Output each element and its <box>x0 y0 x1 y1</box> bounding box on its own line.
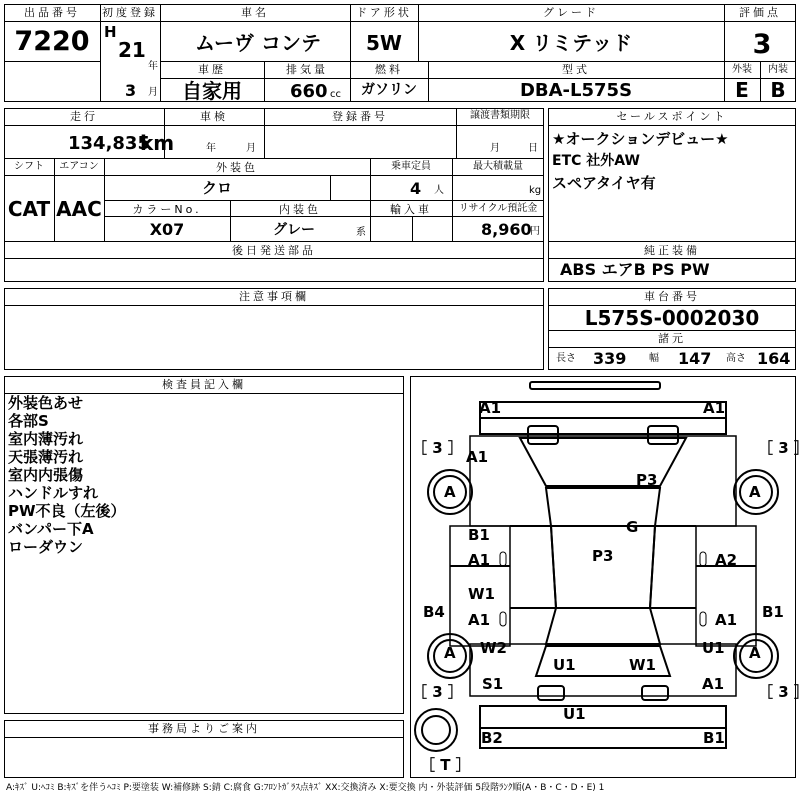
interior-color-unit: 系 <box>356 227 366 238</box>
remark-line: ローダウン <box>8 538 84 556</box>
score: 3 <box>752 29 772 60</box>
registration-year: 21 <box>118 38 146 62</box>
damage-left-side: B4 <box>423 603 445 621</box>
recycle-fee-unit: 円 <box>530 226 540 237</box>
capacity-unit: 人 <box>434 185 444 196</box>
era-mark: H <box>104 23 117 41</box>
recycle-fee-label: リサイクル預託金 <box>458 203 538 214</box>
exterior-color-label: 外装色 <box>216 161 258 174</box>
fuel: ガソリン <box>361 82 417 98</box>
remark-line: 外装色あせ <box>8 394 84 412</box>
inspection-month-unit: 月 <box>246 143 256 154</box>
capacity-label: 乗車定員 <box>391 161 431 172</box>
displacement-label: 排気量 <box>286 63 328 76</box>
office-label: 事務局よりご案内 <box>148 722 260 735</box>
damage-left-rear-lower: S1 <box>482 675 504 693</box>
exterior-color: クロ <box>201 179 233 197</box>
transfer-month-unit: 月 <box>490 143 500 154</box>
tread-rear-left: ［ 3 ］ <box>412 683 463 701</box>
interior-score: B <box>770 78 786 102</box>
exterior-label: 外装 <box>732 64 752 75</box>
tire-rear-right: A <box>749 644 761 662</box>
damage-left-rear-fender: W2 <box>480 639 507 657</box>
inspection-label: 車検 <box>200 110 228 123</box>
height: 164 <box>757 349 791 368</box>
door-type-label: ドア形状 <box>356 6 412 19</box>
registration-number-label: 登録番号 <box>332 110 388 123</box>
damage-front-right: A1 <box>703 399 726 417</box>
equipment-list: ABS エアB PS PW <box>560 260 710 279</box>
damage-right-side: B1 <box>762 603 784 621</box>
color-number: X07 <box>149 220 185 239</box>
length: 339 <box>593 349 627 368</box>
height-label: 高さ <box>726 353 746 364</box>
model-label: 型式 <box>562 63 590 76</box>
mileage-label: 走行 <box>70 110 98 123</box>
interior-color-label: 内装色 <box>279 203 321 216</box>
month-unit: 月 <box>148 87 158 98</box>
lot-number: 7220 <box>14 26 90 57</box>
tread-front-right: ［ 3 ］ <box>758 439 809 457</box>
notes-label: 注意事項欄 <box>239 290 309 303</box>
car-name-label: 車名 <box>241 6 269 19</box>
damage-left-front-door: B1 <box>468 526 490 544</box>
damage-hood: A1 <box>466 448 489 466</box>
damage-trunk: U1 <box>563 705 586 723</box>
damage-front-left: A1 <box>479 399 502 417</box>
grade: X リミテッド <box>509 31 633 55</box>
remark-line: ハンドルすれ <box>8 484 99 502</box>
color-number-label: カラーNo. <box>132 203 202 216</box>
damage-right-front-door: A2 <box>715 551 738 569</box>
displacement: 660 <box>290 81 328 102</box>
sales-point-line: ETC 社外AW <box>552 153 640 169</box>
air-conditioner: AAC <box>56 197 102 221</box>
damage-legend: A:ｷｽﾞ U:ﾍｺﾐ B:ｷｽﾞを伴うﾍｺﾐ P:要塗装 W:補修跡 S:錆 C:腐食 G:ﾌﾛﾝﾄｶﾞﾗｽ点ｷｽﾞ XX:交換済み X:要交換 内・外装評価 5段階ﾗﾝｸ順(A・B・C・D・E) 1 <box>6 783 605 793</box>
history: 自家用 <box>182 79 242 103</box>
exterior-score: E <box>735 78 749 102</box>
width-label: 幅 <box>649 353 659 364</box>
interior-color: グレー <box>273 222 315 238</box>
mileage: 134,835 <box>68 133 150 154</box>
damage-left-rear-door: W1 <box>468 585 495 603</box>
import-label: 輸入車 <box>390 203 432 216</box>
registration-month: 3 <box>125 81 137 100</box>
damage-rear-bumper-right: B1 <box>703 729 725 747</box>
history-label: 車歴 <box>198 63 226 76</box>
remark-line: 天張薄汚れ <box>8 448 84 466</box>
car-outline <box>410 376 796 778</box>
chassis-number: L575S-0002030 <box>584 306 760 330</box>
sales-point-line: スペアタイヤ有 <box>552 174 656 192</box>
damage-rear-bumper-left: B2 <box>481 729 503 747</box>
damage-left-rear-door-lower: A1 <box>468 611 491 629</box>
year-unit: 年 <box>148 61 158 72</box>
capacity: 4 <box>410 179 422 198</box>
sales-points-label: セールスポイント <box>616 110 728 123</box>
max-load-unit: kg <box>529 185 542 196</box>
car-name: ムーヴ コンテ <box>195 31 321 55</box>
later-parts-label: 後日発送部品 <box>232 244 316 257</box>
fuel-label: 燃料 <box>375 63 403 76</box>
mileage-unit: km <box>140 131 175 155</box>
length-label: 長さ <box>556 353 576 364</box>
shift: CAT <box>7 197 51 221</box>
remark-line: バンパー下A <box>8 520 94 538</box>
grade-label: グレード <box>543 6 599 19</box>
tread-front-left: ［ 3 ］ <box>412 439 463 457</box>
spec-label: 諸元 <box>658 332 686 345</box>
tire-front-left: A <box>444 483 456 501</box>
ac-label: エアコン <box>59 161 99 172</box>
damage-roof: P3 <box>592 547 614 565</box>
interior-label: 内装 <box>768 64 788 75</box>
damage-rear-center: U1 <box>553 656 576 674</box>
displacement-unit: cc <box>330 89 341 100</box>
damage-rear-center-right: W1 <box>629 656 656 674</box>
door-type: 5W <box>366 31 402 55</box>
equipment-label: 純正装備 <box>644 244 700 257</box>
remark-line: PW不良（左後） <box>8 502 126 520</box>
damage-right-rear-fender: U1 <box>702 639 725 657</box>
inspector-label: 検査員記入欄 <box>162 378 246 391</box>
tread-rear-right: ［ 3 ］ <box>758 683 809 701</box>
tire-rear-left: A <box>444 644 456 662</box>
damage-right-rear-door: A1 <box>715 611 738 629</box>
remark-line: 室内内張傷 <box>8 466 84 484</box>
inspection-year-unit: 年 <box>206 143 216 154</box>
remark-line: 各部S <box>8 412 49 430</box>
model-code: DBA-L575S <box>519 80 633 101</box>
remark-line: 室内薄汚れ <box>8 430 84 448</box>
recycle-fee: 8,960 <box>481 220 532 239</box>
lot-number-label: 出品番号 <box>24 6 80 19</box>
first-registration-label: 初度登録 <box>102 6 158 19</box>
max-load-label: 最大積載量 <box>473 161 523 172</box>
shift-label: シフト <box>14 161 44 172</box>
sales-point-line: ★オークションデビュー★ <box>552 130 729 148</box>
spare-tire-inner <box>421 715 451 745</box>
damage-glass: G <box>626 518 639 536</box>
transfer-deadline-label: 譲渡書類期限 <box>470 110 530 121</box>
spare-tire-tread: ［ T ］ <box>420 756 471 774</box>
chassis-number-label: 車台番号 <box>644 290 700 303</box>
score-label: 評価点 <box>739 6 781 19</box>
damage-left-front-door-lower: A1 <box>468 551 491 569</box>
damage-right-rear-lower: A1 <box>702 675 725 693</box>
width: 147 <box>678 349 712 368</box>
transfer-day-unit: 日 <box>528 143 538 154</box>
damage-roof-front: P3 <box>636 471 658 489</box>
tire-front-right: A <box>749 483 761 501</box>
